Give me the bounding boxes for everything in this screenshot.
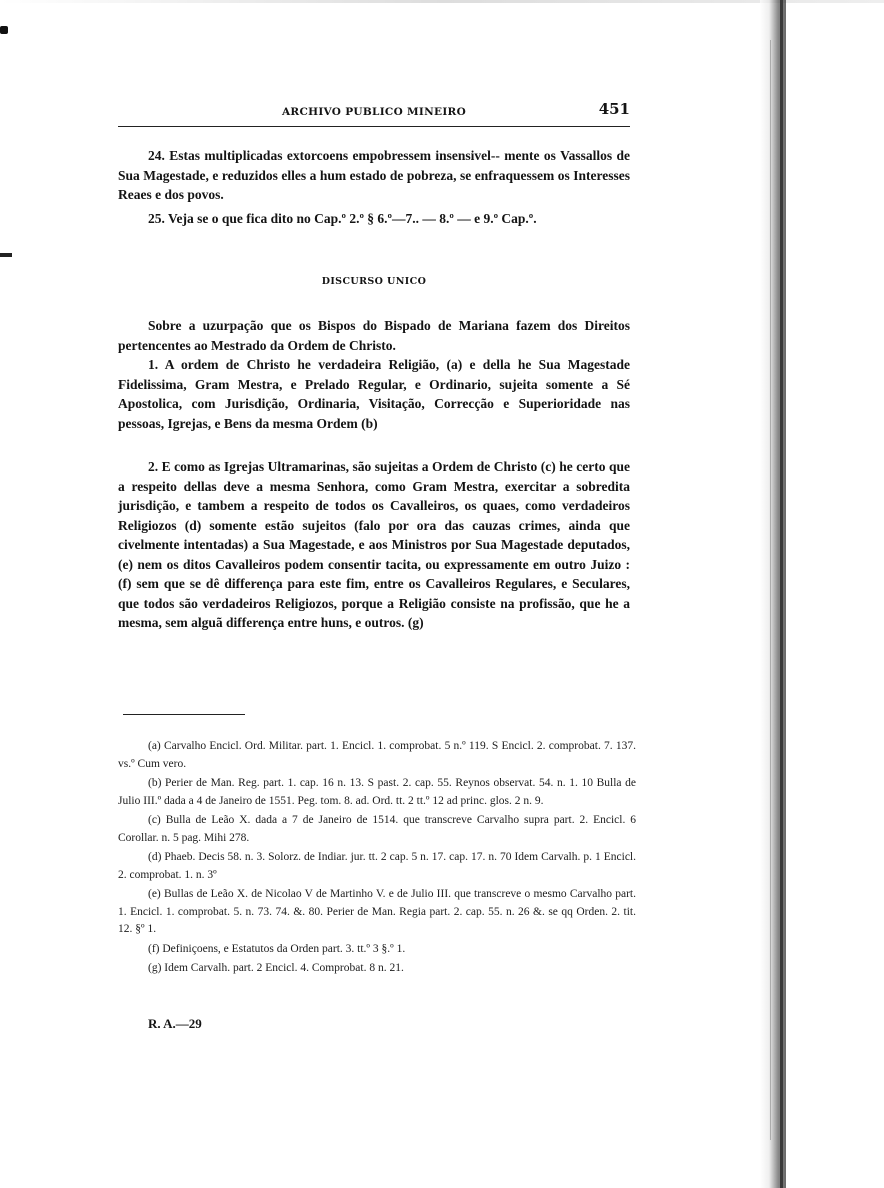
signature-mark: R. A.—29 <box>148 1016 202 1031</box>
binding-edge-line <box>770 40 771 1140</box>
paragraph-25: 25. Veja se o que fica dito no Cap.º 2.º § 6.º—7.. — 8.º — e 9.º Cap.º. <box>148 211 537 226</box>
paragraph-2: 2. E como as Igrejas Ultramarinas, são sujeitas a Ordem de Christo (c) he certo que a respeito dellas deve a mesma Senhora, como Gram Mestra, exercitar a sobredita jurisdição, e tambem a respeito de todos os Cavalleiros, os quaes, como verdadeiros Religiozos (d) somente estão sujeitos (falo por ora das cauzas crimes, ainda que civelmente intentadas) a Sua Magestade, e aos Ministros por Sua Magestade deputados, (e) nem os ditos Cavalleiros podem consentir tacita, ou expressamente em outro Juizo : (f) sem que se dê differença para este fim, entre os Cavalleiros Regulares, e Seculares, que todos são verdadeiros Religiozos, porque a Religião consiste na profissão, que he a mesma, sem alguã differença entre huns, e outros. (g) <box>118 459 630 630</box>
footnotes <box>118 738 636 980</box>
footnote-c: (c) Bulla de Leão X. dada a 7 de Janeiro de 1514. que transcreve Carvalho supra part. 2. Encicl. 6 Corollar. n. 5 pag. Mihi 278. <box>118 814 636 844</box>
intro-paragraph: Sobre a uzurpação que os Bispos do Bispado de Mariana fazem dos Direitos pertencentes ao Mestrado da Ordem de Christo. <box>118 318 630 353</box>
footnote-g: (g) Idem Carvalh. part. 2 Encicl. 4. Comprobat. 8 n. 21. <box>148 962 404 974</box>
page-number: 451 <box>598 100 630 118</box>
binding-edge-line <box>780 0 783 1188</box>
header-rule <box>118 126 630 127</box>
footnote-e: (e) Bullas de Leão X. de Nicolao V de Martinho V. e de Julio III. que transcreve o mesmo Carvalho part. 1. Encicl. 1. comprobat. 5. n. 73. 74. &. 80. Perier de Man. Regia part. 2. cap. 55. n. 26 &. se qq Orden. 2. tit. 12. §º 1. <box>118 888 636 935</box>
footnote-rule <box>123 714 245 715</box>
paragraph-24: 24. Estas multiplicadas extorcoens empobressem insensivel-- mente os Vassallos de Sua Magestade, e reduzidos elles a hum estado de pobreza, se enfraquessem os Interesses Reaes e dos povos. <box>118 148 630 202</box>
page-top-edge <box>0 0 884 3</box>
scan-artifact-mark <box>0 26 8 34</box>
footnote-d: (d) Phaeb. Decis 58. n. 3. Solorz. de Indiar. jur. tt. 2 cap. 5 n. 17. cap. 17. n. 70 Idem Carvalh. p. 1 Encicl. 2. comprobat. 1. n. 3º <box>118 851 636 881</box>
section-heading: DISCURSO UNICO <box>321 276 427 287</box>
scan-artifact-mark <box>0 253 12 257</box>
footnote-a: (a) Carvalho Encicl. Ord. Militar. part. 1. Encicl. 1. comprobat. 5 n.º 119. S Encicl. 2. comprobat. 7. 137. vs.º Cum vero. <box>118 740 636 770</box>
page-header <box>118 96 630 122</box>
footnote-f: (f) Definiçoens, e Estatutos da Orden part. 3. tt.º 3 §.º 1. <box>148 942 406 955</box>
running-head: ARCHIVO PUBLICO MINEIRO <box>281 106 467 118</box>
footnote-b: (b) Perier de Man. Reg. part. 1. cap. 16 n. 13. S past. 2. cap. 55. Reynos observat. 54. n. 1. 10 Bulla de Julio III.º dada a 4 de Janeiro de 1551. Peg. tom. 8. ad. Ord. tt. 2 tt.º 12 ad princ. glos. 2 n. 9. <box>118 777 636 807</box>
paragraph-1: 1. A ordem de Christo he verdadeira Religião, (a) e della he Sua Magestade Fidelissima, Gram Mestra, e Prelado Regular, e Ordinario, sujeita somente a Sé Apostolica, com Jurisdição, Ordinaria, Visitação, Correcção e Superioridade nas pessoas, Igrejas, e Bens da mesma Ordem (b) <box>118 357 630 431</box>
